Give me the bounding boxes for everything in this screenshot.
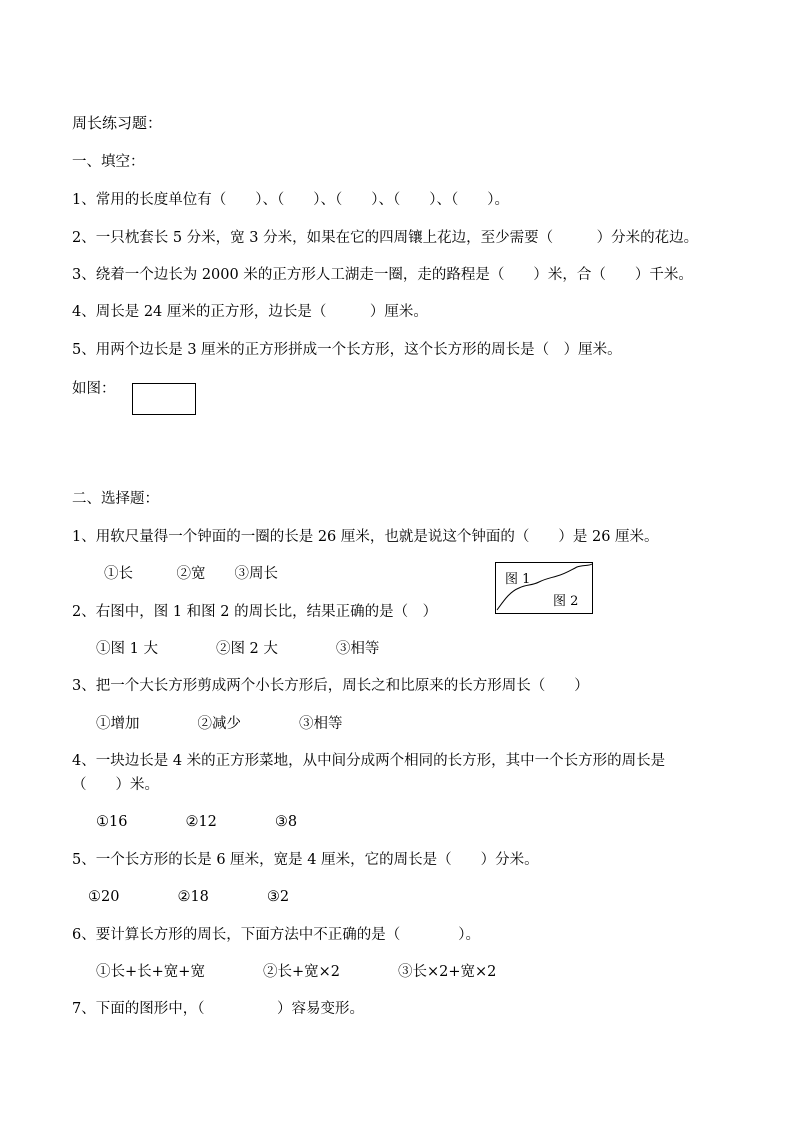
fill-question-3: 3、绕着一个边长为 2000 米的正方形人工湖走一圈，走的路程是（ ）米，合（ ）千米。 — [72, 267, 693, 283]
figure-1-label: 图 1 — [505, 572, 531, 587]
figure-2-label: 图 2 — [553, 594, 579, 609]
choice-question-5-options: ①20 ②18 ③2 — [88, 889, 290, 905]
choice-question-2: 2、右图中，图 1 和图 2 的周长比，结果正确的是（ ） — [72, 604, 438, 620]
section1-heading: 一、填空： — [72, 154, 145, 170]
choice-question-4-line1: 4、一块边长是 4 米的正方形菜地，从中间分成两个相同的长方形，其中一个长方形的周长是 — [72, 753, 666, 769]
fill-question-4: 4、周长是 24 厘米的正方形，边长是（ ）厘米。 — [72, 304, 428, 320]
choice-question-4-options: ①16 ②12 ③8 — [96, 814, 298, 830]
choice-question-3-options: ①增加 ②减少 ③相等 — [96, 716, 343, 732]
fill-question-1: 1、常用的长度单位有（ ）、（ ）、（ ）、（ ）、（ ）。 — [72, 192, 509, 208]
figure-label: 如图： — [72, 381, 116, 397]
rectangle-figure — [132, 383, 196, 415]
choice-question-5: 5、一个长方形的长是 6 厘米，宽是 4 厘米，它的周长是（ ）分米。 — [72, 852, 539, 868]
split-rectangle-figure — [495, 562, 595, 616]
fill-question-2: 2、一只枕套长 5 分米，宽 3 分米，如果在它的四周镶上花边，至少需要（ ）分米的花边。 — [72, 230, 699, 246]
page-title: 周长练习题： — [72, 114, 163, 132]
choice-question-6-options: ①长+长+宽+宽 ②长+宽×2 ③长×2+宽×2 — [96, 964, 497, 980]
choice-question-1: 1、用软尺量得一个钟面的一圈的长是 26 厘米，也就是说这个钟面的（ ）是 26 厘米。 — [72, 529, 659, 545]
choice-question-3: 3、把一个大长方形剪成两个小长方形后，周长之和比原来的长方形周长（ ） — [72, 678, 589, 694]
choice-question-1-options: ①长 ②宽 ③周长 — [104, 566, 278, 582]
choice-question-7: 7、下面的图形中，（ ）容易变形。 — [72, 1001, 364, 1017]
section2-heading: 二、选择题： — [72, 491, 159, 507]
choice-question-2-options: ①图 1 大 ②图 2 大 ③相等 — [96, 641, 380, 657]
choice-question-6: 6、要计算长方形的周长，下面方法中不正确的是（ ）。 — [72, 927, 480, 943]
choice-question-4-line2: （ ）米。 — [72, 777, 159, 793]
fill-question-5: 5、用两个边长是 3 厘米的正方形拼成一个长方形，这个长方形的周长是（ ）厘米。 — [72, 342, 622, 358]
